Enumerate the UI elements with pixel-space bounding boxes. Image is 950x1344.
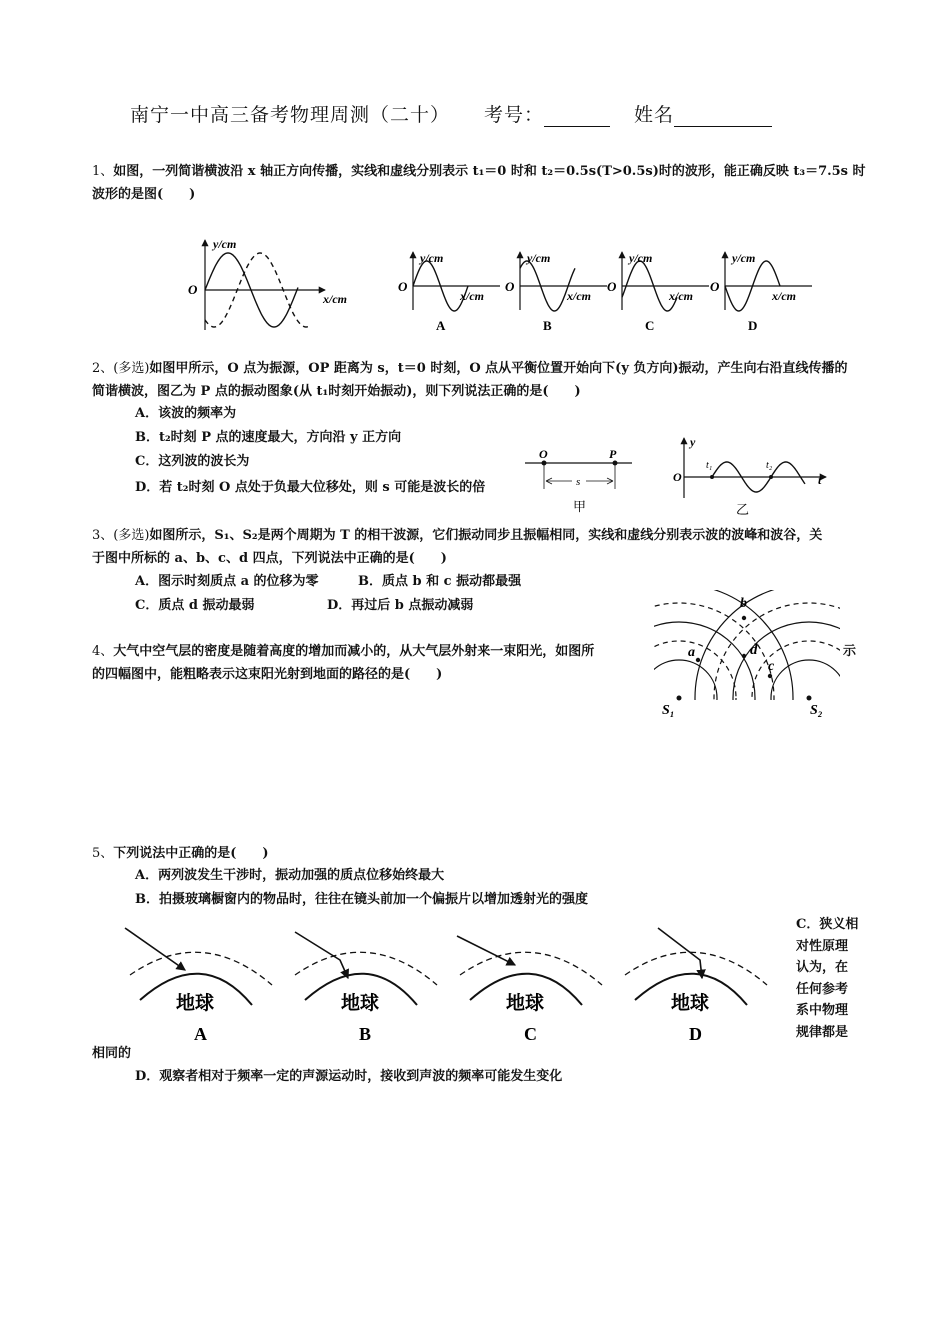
q1-option-xlabel: x/cm: [772, 289, 796, 303]
earth-label: 地球: [506, 993, 545, 1014]
q1-stem: [92, 160, 872, 206]
q1-main-graph: [188, 237, 347, 330]
q2-yi-origin: O: [673, 470, 682, 484]
q5-option-c-line: 规律都是: [796, 1024, 849, 1040]
q3-text-line1: 如图所示，S₁、S₂是两个周期为 T 的相干波源，它们振动同步且振幅相同，实线和虚线分别表示波的波峰和波谷，关: [149, 528, 823, 543]
q2-jia-caption: 甲: [573, 499, 587, 514]
earth-label: 地球: [341, 993, 380, 1014]
q1-main-xlabel: x/cm: [323, 292, 347, 306]
q4-text-line2: 的四幅图中，能粗略表示这束阳光射到地面的路径的是( ): [92, 667, 443, 682]
q1-option-origin: O: [505, 279, 515, 294]
q2-jia-p: P: [609, 447, 617, 461]
atmosphere-boundary: [130, 952, 272, 985]
q4-text-tail: 示: [843, 644, 857, 659]
q1-option-ylabel: y/cm: [732, 251, 756, 265]
q3-interference-figure: [654, 590, 840, 720]
name-field[interactable]: [674, 108, 772, 127]
q1-option-graph-c[interactable]: [607, 251, 709, 333]
q3-text-line2: 于图中所标的 a、b、c、d 四点，下列说法中正确的是( ): [92, 551, 447, 566]
earth-label: 地球: [176, 993, 215, 1014]
title-text: 南宁一中高三备考物理周测（二十）: [130, 104, 451, 126]
q5-number: 5、: [92, 846, 114, 861]
q4-text-line1: 大气中空气层的密度是随着高度的增加而减小的，从大气层外射来一束阳光，如图所: [113, 644, 595, 659]
earth-label: 地球: [671, 993, 710, 1014]
q5-option-c-line: 认为，在: [796, 960, 849, 975]
q3-label-b: b: [740, 596, 747, 611]
q3-number: 3、(多选): [92, 528, 150, 543]
q2-option-c[interactable]: C．这列波的波长为: [135, 454, 250, 469]
sunlight-ray: [295, 932, 348, 978]
q5-option-c-line: 任何参考: [796, 981, 849, 997]
q3-option-a[interactable]: A．图示时刻质点 a 的位移为零: [135, 574, 319, 589]
q3-label-s2: S₂: [810, 703, 823, 718]
q1-option-xlabel: x/cm: [669, 289, 693, 303]
q1-text-line2: 波形的是图( ): [92, 187, 196, 202]
q1-option-origin: O: [398, 279, 408, 294]
q3-label-s1: S₁: [662, 703, 675, 718]
name-label: 姓名: [634, 104, 675, 126]
q4-stem: [92, 640, 637, 686]
q5-option-c-line: C．狭义相: [796, 917, 859, 932]
q2-option-a[interactable]: A．该波的频率为: [135, 406, 237, 421]
q3-option-d[interactable]: D．再过后 b 点振动减弱: [327, 598, 474, 613]
q5-option-a[interactable]: A．两列波发生干涉时，振动加强的质点位移始终最大: [135, 868, 445, 883]
q4-option-letter: D: [689, 1024, 702, 1044]
q5-stem: [92, 842, 269, 865]
q3-label-c: c: [768, 659, 775, 674]
q1-option-origin: O: [710, 279, 720, 294]
q2-yi-caption: 乙: [736, 502, 750, 517]
q1-number: 1、: [92, 164, 114, 179]
q3-option-c[interactable]: C．质点 d 振动最弱: [135, 598, 255, 613]
q3-label-a: a: [688, 645, 695, 660]
q1-text-line1: 如图，一列简谐横波沿 x 轴正方向传播，实线和虚线分别表示 t₁＝0 时和 t₂＝0.5s(T>0.5s)时的波形，能正确反映 t₃＝7.5s 时: [113, 164, 866, 179]
q5-option-c-line: 系中物理: [796, 1003, 849, 1018]
q3-option-b[interactable]: B．质点 b 和 c 振动都最强: [358, 574, 522, 589]
q5-option-b[interactable]: B．拍摄玻璃橱窗内的物品时，往往在镜头前加一个偏振片以增加透射光的强度: [135, 892, 588, 907]
q4-option-letter: A: [194, 1024, 207, 1044]
q2-option-d[interactable]: D．若 t₂时刻 O 点处于负最大位移处，则 s 可能是波长的倍: [135, 480, 486, 495]
q1-option-letter: D: [748, 318, 758, 333]
q4-earth-figures: [110, 920, 790, 1050]
q2-option-b[interactable]: B．t₂时刻 P 点的速度最大，方向沿 y 正方向: [135, 430, 402, 445]
q2-yi-t2: t₂: [766, 460, 773, 471]
q1-option-xlabel: x/cm: [567, 289, 591, 303]
q5-option-d[interactable]: D．观察者相对于频率一定的声源运动时，接收到声波的频率可能发生变化: [135, 1069, 563, 1084]
exam-no-label: 考号：: [484, 104, 545, 126]
atmosphere-boundary: [295, 952, 437, 985]
q1-option-ylabel: y/cm: [420, 251, 444, 265]
q4-option-panel-b[interactable]: [295, 932, 437, 1044]
q1-option-letter: B: [543, 318, 552, 333]
q2-number: 2、(多选): [92, 361, 150, 376]
q2-jia-o: O: [539, 447, 548, 461]
sunlight-ray: [457, 936, 515, 965]
q5-option-c[interactable]: [796, 914, 858, 1043]
page-title: [130, 100, 772, 127]
q5-option-c-line: 对性原理: [796, 938, 849, 954]
q1-option-letter: A: [436, 318, 446, 333]
q2-yi-ylabel: y: [690, 435, 696, 449]
q4-option-letter: C: [524, 1024, 537, 1044]
q1-option-ylabel: y/cm: [527, 251, 551, 265]
exam-no-field[interactable]: [544, 108, 610, 127]
atmosphere-boundary: [460, 952, 602, 985]
q2-stem: [92, 357, 872, 403]
sunlight-ray: [125, 928, 185, 970]
q3-label-d: d: [750, 642, 758, 658]
q2-figure-jia: [520, 445, 640, 517]
q1-option-ylabel: y/cm: [629, 251, 653, 265]
q1-option-letter: C: [645, 318, 655, 333]
q1-option-graph-b[interactable]: [505, 251, 607, 333]
q2-yi-tlabel: t: [818, 473, 822, 487]
q1-option-xlabel: x/cm: [460, 289, 484, 303]
q4-option-panel-a[interactable]: [125, 928, 272, 1044]
q2-yi-t1: t₁: [706, 460, 713, 471]
q2-text-line2: 简谐横波，图乙为 P 点的振动图象(从 t₁时刻开始振动)，则下列说法正确的是( ): [92, 384, 581, 399]
q2-figure-yi: [670, 432, 838, 520]
q2-jia-s: s: [576, 476, 581, 488]
q4-option-panel-d[interactable]: [625, 928, 767, 1044]
q5-text: 下列说法中正确的是( ): [113, 846, 269, 861]
q4-number: 4、: [92, 644, 114, 659]
q1-option-graph-a[interactable]: [398, 251, 500, 333]
q1-option-graph-d[interactable]: [710, 251, 812, 333]
q1-main-origin: O: [188, 282, 198, 297]
q4-option-panel-c[interactable]: [457, 936, 602, 1044]
q4-option-letter: B: [359, 1024, 372, 1044]
q1-figures: [180, 230, 830, 338]
q2-text-line1: 如图甲所示，O 点为振源，OP 距离为 s，t＝0 时刻，O 点从平衡位置开始向下(y 负方向)振动，产生向右沿直线传播的: [149, 361, 848, 376]
q3-stem: [92, 524, 872, 570]
q1-main-ylabel: y/cm: [213, 237, 237, 251]
q1-option-origin: O: [607, 279, 617, 294]
q5-option-c-tail: 相同的: [92, 1046, 132, 1061]
